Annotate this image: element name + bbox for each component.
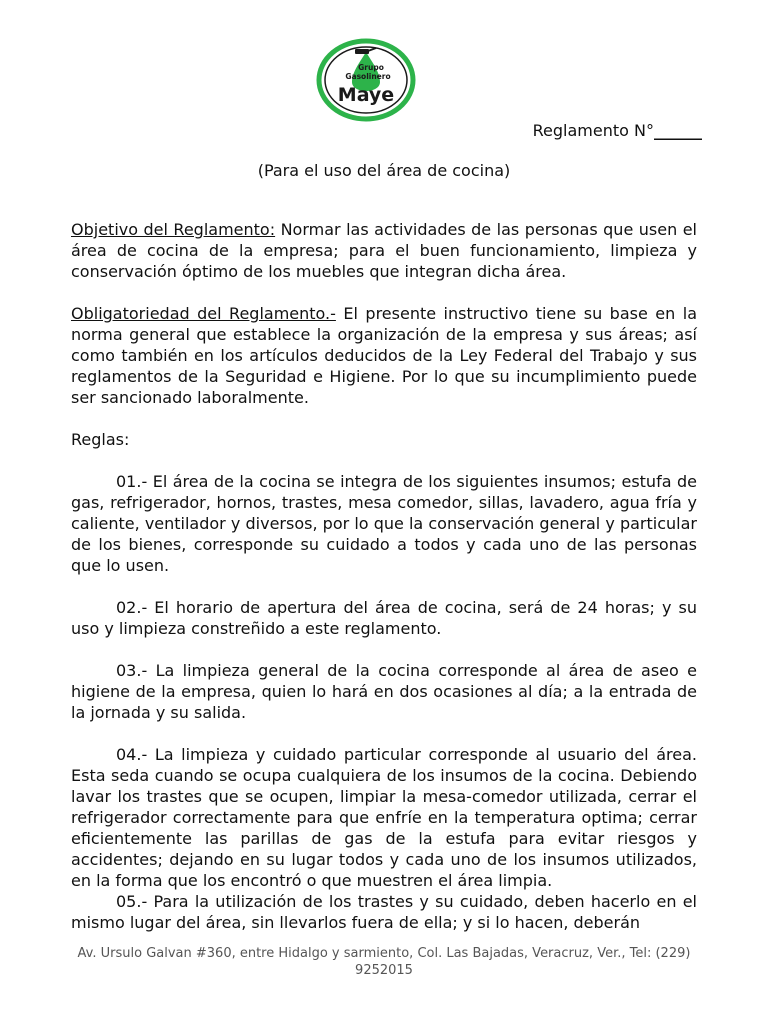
objective-label: Objetivo del Reglamento:: [71, 220, 276, 239]
footer-address: Av. Ursulo Galvan #360, entre Hidalgo y sarmiento, Col. Las Bajadas, Veracruz, Ver., Tel: (229) 9252015: [77, 946, 691, 978]
regulation-number: [533, 121, 702, 140]
company-logo: [316, 38, 416, 122]
objective-text: Normar las actividades de las personas que usen el área de cocina de la empresa; para el buen funcionamiento, limpieza y conservación óptimo de los muebles que integran dicha área.: [71, 220, 697, 281]
rules-heading: Reglas:: [71, 430, 130, 449]
document-body: [71, 219, 697, 933]
document-subtitle: (Para el uso del área de cocina): [257, 161, 511, 180]
regulation-number-blank: ______: [654, 121, 702, 140]
logo-line1: Grupo: [358, 63, 384, 72]
rule-item: 03.- La limpieza general de la cocina corresponde al área de aseo e higiene de la empresa, quien lo hará en dos ocasiones al día; a la entrada de la jornada y su salida.: [71, 661, 697, 722]
logo-brand: Maye: [337, 84, 395, 106]
mandatory-paragraph: [71, 303, 697, 408]
rule-item: 05.- Para la utilización de los trastes y su cuidado, deben hacerlo en el mismo lugar del área, sin llevarlos fuera de ella; y si lo hacen, deberán: [71, 892, 697, 932]
rule-item: 02.- El horario de apertura del área de cocina, será de 24 horas; y su uso y limpieza constreñido a este reglamento.: [71, 598, 697, 638]
mandatory-label: Obligatoriedad del Reglamento.-: [71, 304, 336, 323]
regulation-number-label: Reglamento N°: [532, 121, 654, 140]
rule-item: 01.- El área de la cocina se integra de los siguientes insumos; estufa de gas, refrigerador, hornos, trastes, mesa comedor, sillas, lavadero, agua fría y caliente, ventilador y diversos, por lo que la conservación general y particular de los bienes, corresponde su cuidado a todos y cada uno de las personas que lo usen.: [71, 472, 697, 575]
mandatory-text: El presente instructivo tiene su base en la norma general que establece la organización de la empresa y sus áreas; así como también en los artículos deducidos de la Ley Federal del Trabajo y sus reglamentos de la Seguridad e Higiene. Por lo que su incumplimiento puede ser sancionado laboralmente.: [71, 304, 697, 407]
logo-line2: Gasolinero: [345, 72, 391, 81]
rule-item: 04.- La limpieza y cuidado particular corresponde al usuario del área. Esta seda cuando se ocupa cualquiera de los insumos de la cocina. Debiendo lavar los trastes que se ocupen, limpiar la mesa-comedor utilizada, cerrar el refrigerador correctamente para que enfríe en la temperatura optima; cerrar eficientemente las parillas de gas de la estufa para evitar riesgos y accidentes; dejando en su lugar todos y cada uno de los insumos utilizados, en la forma que los encontró o que muestren el área limpia.: [71, 745, 697, 890]
objective-paragraph: [71, 219, 697, 282]
